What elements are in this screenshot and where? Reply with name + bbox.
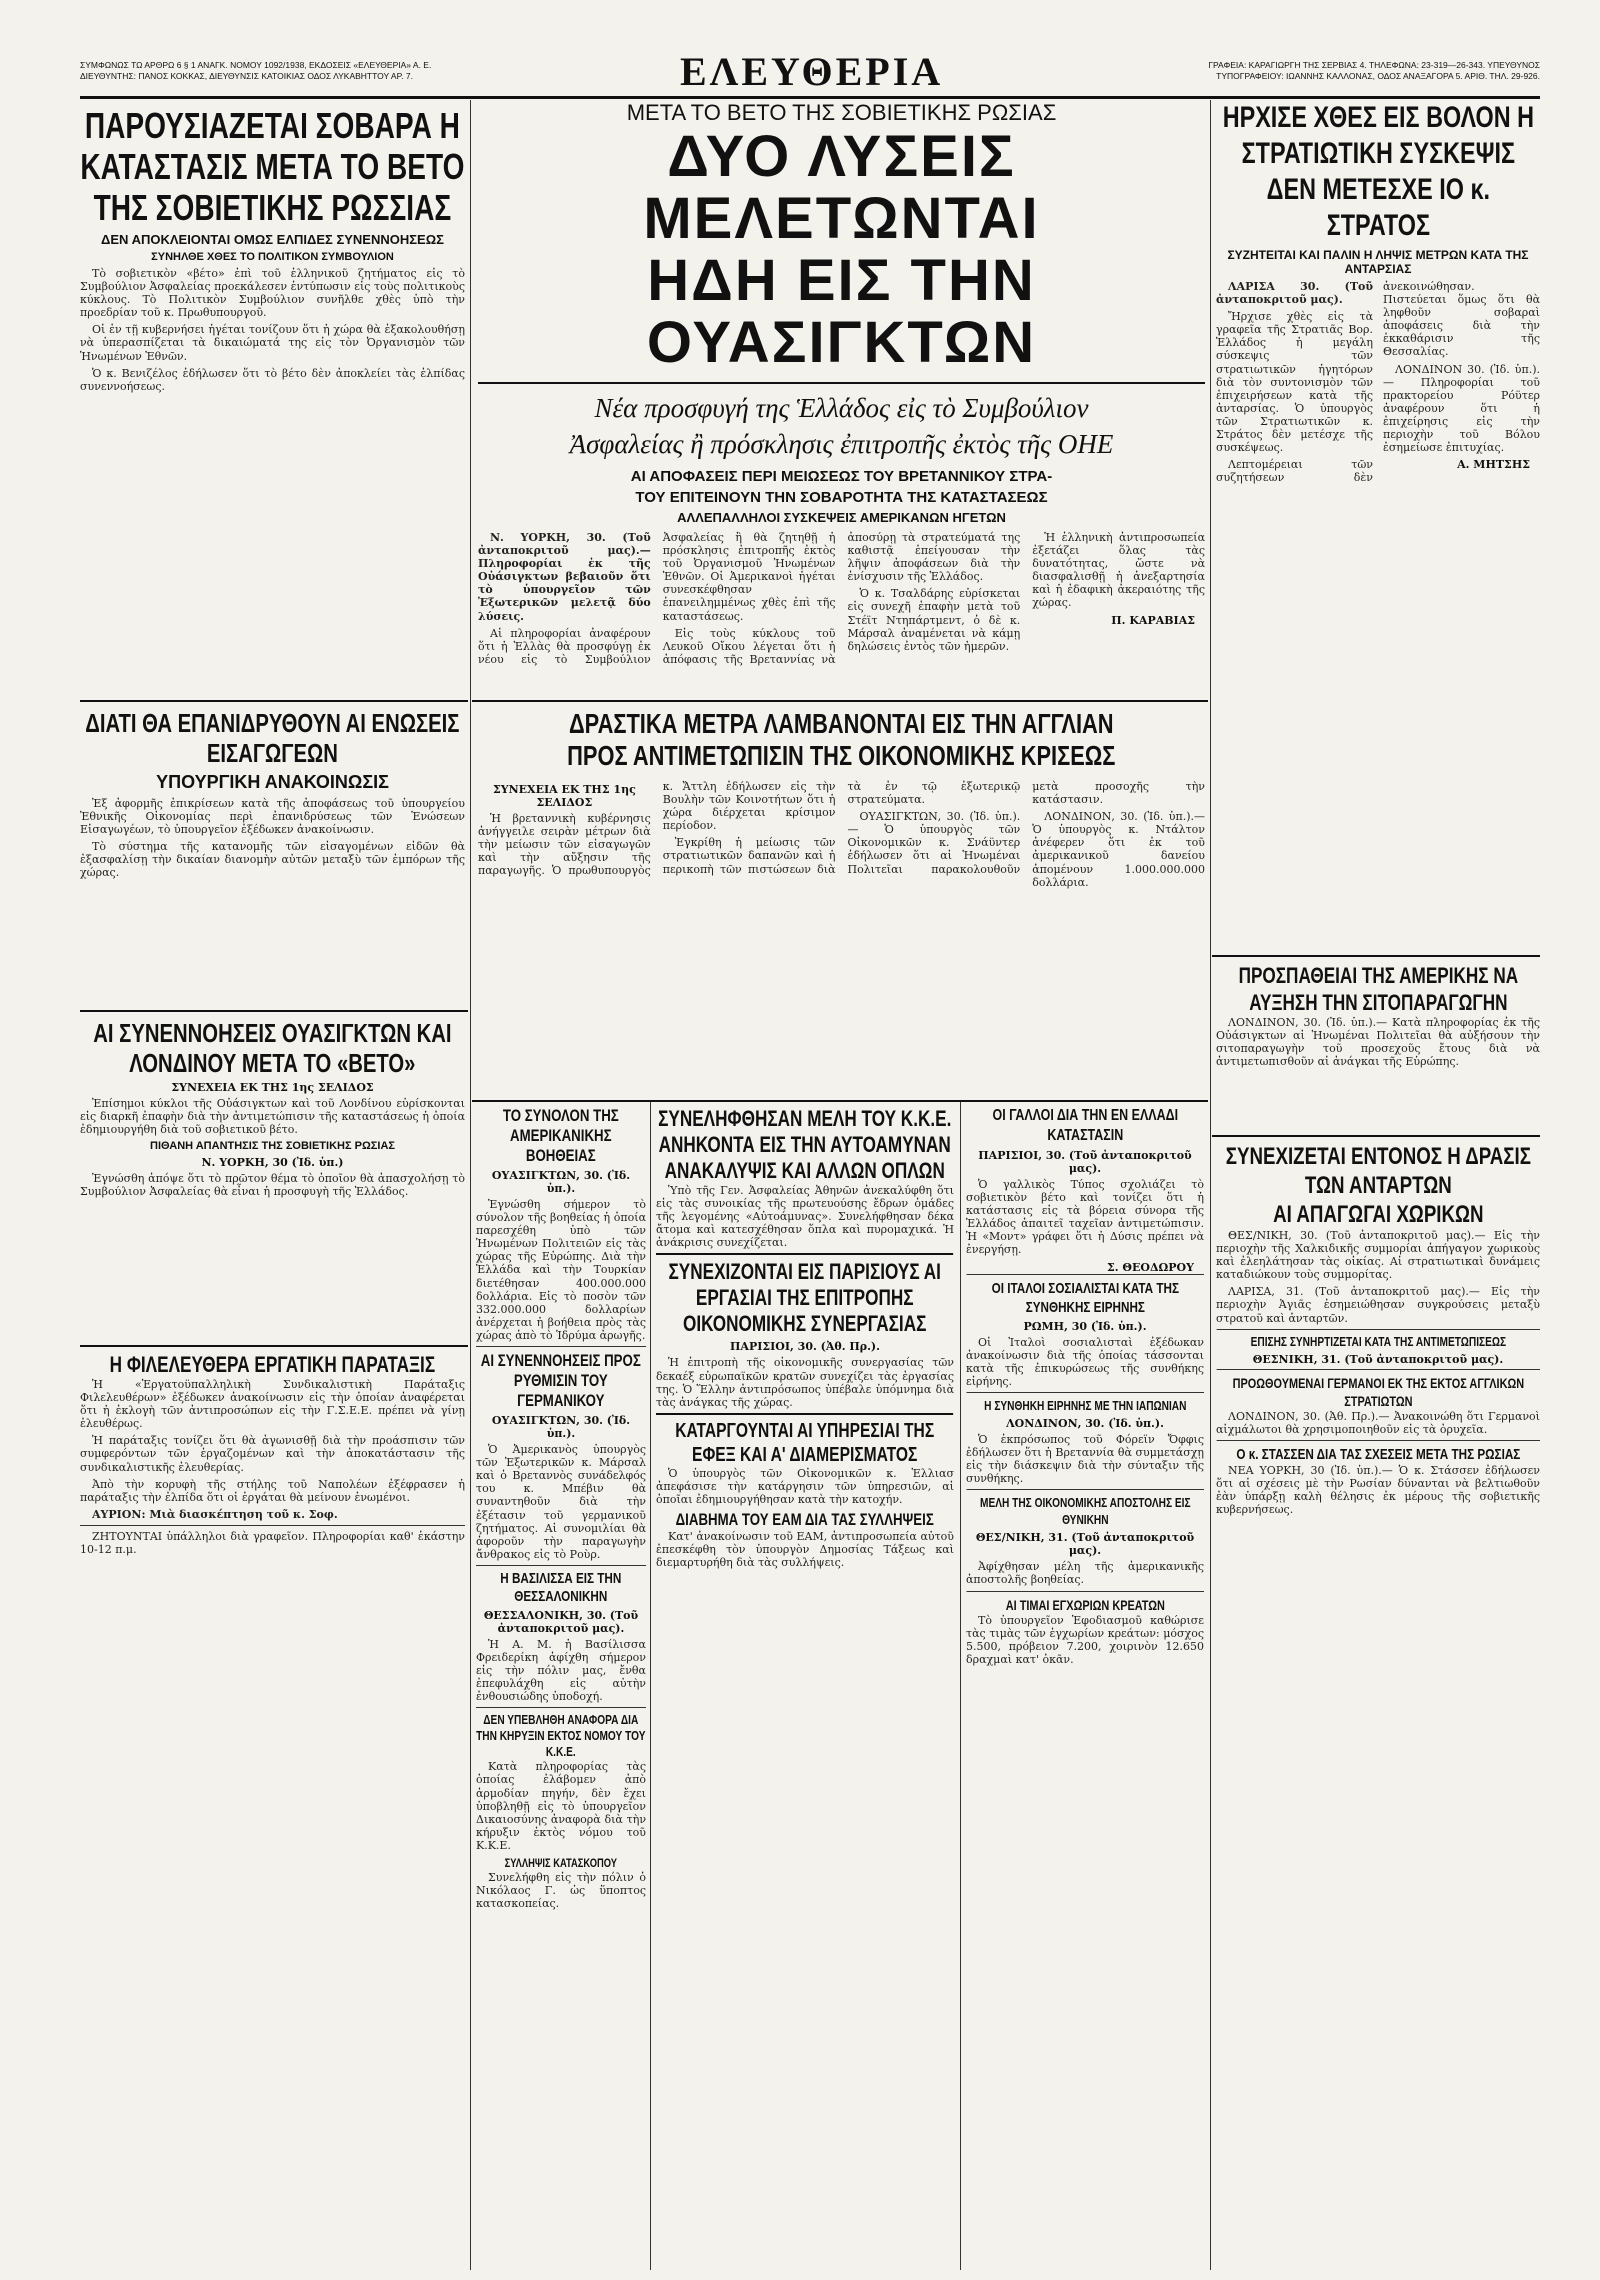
brief-paragraph: Ἐγνώσθη σήμερον τὸ σύνολον τῆς βοηθείας ἡ ὁποία παρεσχέθη ὑπὸ τῶν Ἡνωμένων Πολιτειῶν εἰς τὰς χώρας τῆς Εὐρώπης. Διὰ τὴν Ἑλλάδα καὶ τὴν Τουρκίαν διετέθησαν 400.000.000 δολλάρια. Εἰς τὸ ποσὸν τῶν 332.000.000 δολλαρίων ἀνέρχεται ἡ βοήθεια πρὸς τὰς χώρας ἀπὸ τὸ Ἱδρύμα ἀρωγῆς. xyxy=(476,1198,646,1342)
classified-notice: ΖΗΤΟΥΝΤΑΙ ὑπάλληλοι διὰ γραφεῖον. Πληροφορίαι καθ' ἑκάστην 10-12 π.μ. xyxy=(80,1525,465,1556)
article-left-bottom xyxy=(80,1352,465,2270)
article-paragraph: Οἱ ἐν τῇ κυβερνήσει ἡγέται τονίζουν ὅτι ἡ χώρα θὰ ἐξακολουθήσῃ νὰ ὑπερασπίζεται τὰ δικαιώματά της εἰς τὸν Ὀργανισμὸν τῶν Ἡνωμένων Ἐθνῶν. xyxy=(80,323,465,363)
article-paragraph: ΘΕΣ/ΝΙΚΗ, 30. (Τοῦ ἀνταποκριτοῦ μας).— Εἰς τὴν περιοχὴν τῆς Χαλκιδικῆς συμμορίαι ἀπήγαγον χωρικοὺς καὶ ἐλεηλάτησαν τὰς οἰκίας. Αἱ στρατιωτικαὶ δυνάμεις καταδιώκουν τοὺς συμμορίτας. xyxy=(1216,1229,1540,1282)
brief-paragraph: Ὁ ἐκπρόσωπος τοῦ Φόρεϊν Ὄφφις ἐδήλωσεν ὅτι ἡ Βρεταννία θὰ συμμετάσχῃ εἰς τὴν διάσκεψιν διὰ τὴν σύνταξιν τῆς συνθήκης. xyxy=(966,1432,1204,1486)
brief-headline: ΑΙ ΤΙΜΑΙ ΕΓΧΩΡΙΩΝ ΚΡΕΑΤΩΝ xyxy=(966,1591,1204,1614)
continued-note: ΣΥΝΕΧΕΙΑ ΕΚ ΤΗΣ 1ης ΣΕΛΙΔΟΣ xyxy=(171,1081,374,1094)
imprint-line: ΔΙΕΥΘΥΝΤΗΣ: ΠΑΝΟΣ ΚΟΚΚΑΣ, ΔΙΕΥΘΥΝΣΙΣ ΚΑΤΟΙΚΙΑΣ ΟΔΟΣ ΛΥΚΑΒΗΤΤΟΥ ΑΡ. 7. xyxy=(80,71,413,81)
article-paragraph: Ἡ παράταξις τονίζει ὅτι θὰ ἀγωνισθῇ διὰ τὴν προάσπισιν τῶν συμφερόντων τῶν ἐργαζομένων καὶ τὴν ἀποκατάστασιν τῆς συνδικαλιστικῆς ἐλευθερίας. xyxy=(80,1434,465,1474)
article-subheadline: ΑΙ ΑΠΑΓΩΓΑΙ ΧΩΡΙΚΩΝ xyxy=(1272,1201,1484,1228)
dateline: ΡΩΜΗ, 30 (Ἰδ. ὑπ.). xyxy=(1023,1319,1147,1333)
continued-note: ΣΥΝΕΧΕΙΑ ΕΚ ΤΗΣ 1ης ΣΕΛΙΔΟΣ xyxy=(492,783,636,809)
article-headline: ΠΡΟΣ ΑΝΤΙΜΕΤΩΠΙΣΙΝ ΤΗΣ ΟΙΚΟΝΟΜΙΚΗΣ ΚΡΙΣΕΩΣ xyxy=(567,740,1116,771)
article-headline: ΔΕΝ ΜΕΤΕΣΧΕ ΙΟ κ. ΣΤΡΑΤΟΣ xyxy=(1266,173,1490,242)
masthead xyxy=(80,49,1540,99)
article-paragraph: ΛΟΝΔΙΝΟΝ, 30. (Ἰδ. ὑπ.).— Κατὰ πληροφορίας ἐκ τῆς Οὐάσιγκτων αἱ Ἡνωμέναι Πολιτεῖαι θὰ αὐξήσουν τὴν σιτοπαραγωγὴν τοῦ προσεχοῦς ἔτους διὰ νὰ ἀντιμετωπισθοῦν αἱ ἀνάγκαι τῆς Εὐρώπης. xyxy=(1216,1016,1540,1069)
dateline: ΛΟΝΔΙΝΟΝ, 30. (Ἰδ. ὑπ.). xyxy=(1006,1416,1164,1430)
brief-headline: ΑΙ ΣΥΝΕΝΝΟΗΣΕΙΣ ΠΡΟΣ ΡΥΘΜΙΣΙΝ ΤΟΥ ΓΕΡΜΑΝΙΚΟΥ xyxy=(476,1346,646,1411)
brief-paragraph: Οἱ Ἰταλοὶ σοσιαλισταὶ ἐξέδωκαν ἀνακοίνωσιν διὰ τῆς ὁποίας τάσσονται κατὰ τῆς ἐπικυρώσεως τῆς συνθήκης εἰρήνης. xyxy=(966,1335,1204,1388)
section-rule xyxy=(472,1100,1208,1102)
brief-headline: ΕΠΙΣΗΣ ΣΥΝΗΡΤΙΖΕΤΑΙ ΚΑΤΑ ΤΗΣ ΑΝΤΙΜΕΤΩΠΙΣΕΩΣ xyxy=(1216,1329,1539,1350)
headline-divider xyxy=(478,382,1205,462)
article-headline: ΔΥΟ ΛΥΣΕΙΣ ΜΕΛΕΤΩΝΤΑΙ xyxy=(643,124,1040,251)
article-right-grain xyxy=(1216,962,1540,1130)
article-headline: ΗΔΗ ΕΙΣ ΤΗΝ ΟΥΑΣΙΓΚΤΩΝ xyxy=(646,248,1037,375)
brief-paragraph: Ἡ Α. Μ. ἡ Βασίλισσα Φρειδερίκη ἀφίχθη σήμερον εἰς τὴν πόλιν μας, ἔνθα ἐπεφυλάχθη εἰς αὐτὴν ἐνθουσιώδης ὑποδοχή. xyxy=(476,1637,646,1704)
article-paragraph: Ἤρχισε χθὲς εἰς τὰ γραφεῖα τῆς Στρατιᾶς Βορ. Ἑλλάδος ἡ μεγάλη σύσκεψις τῶν στρατιωτικῶν ἡγητόρων διὰ τὸν συντονισμὸν τῶν ἐπιχειρήσεων κατὰ τῆς ἀνταρσίας. Ὁ ὑπουργὸς τῶν Στρατιωτικῶν κ. Στράτος δὲν μετέσχε τῆς συσκέψεως. xyxy=(1216,310,1373,455)
article-paragraph: Εἰς τοὺς κύκλους τοῦ Λευκοῦ Οἴκου λέγεται ὅτι ἡ ἀπόφασις τῆς Βρεταννίας νὰ ἀποσύρῃ τὰ στρατεύματά της καθιστᾷ ἐπείγουσαν τὴν λῆψιν ἀποφάσεων διὰ τὴν ἐνίσχυσιν τῆς Ἑλλάδος. xyxy=(662,531,1021,666)
article-body-columns xyxy=(1216,280,1540,484)
article-right-top xyxy=(1216,100,1540,950)
article-paragraph: Κατ' ἀνακοίνωσιν τοῦ ΕΑΜ, ἀντιπροσωπεία αὐτοῦ ἐπεσκέφθη τὸν ὑπουργὸν Δημοσίας Τάξεως καὶ διεμαρτυρήθη διὰ τὰς συλλήψεις. xyxy=(656,1530,954,1570)
article-paragraph: Ὁ κ. Βενιζέλος ἐδήλωσεν ὅτι τὸ βέτο δὲν ἀποκλείει τὰς ἐλπίδας συνεννοήσεως. xyxy=(80,366,465,393)
brief-paragraph: ΝΕΑ ΥΟΡΚΗ, 30 (Ἰδ. ὑπ.).— Ὁ κ. Στάσσεν ἐδήλωσεν ὅτι αἱ σχέσεις μὲ τὴν Ρωσίαν δύνανται νὰ βελτιωθοῦν ἐὰν ὑπάρξῃ καλὴ θέλησις ἐκ μέρους τῆς σοβιετικῆς κυβερνήσεως. xyxy=(1216,1463,1540,1517)
imprint-line: ΓΡΑΦΕΙΑ: ΚΑΡΑΓΙΩΡΓΗ ΤΗΣ ΣΕΡΒΙΑΣ 4. ΤΗΛΕΦΩΝΑ: 23-319—26-343. ΥΠΕΥΘΥΝΟΣ xyxy=(1208,60,1540,70)
brief-headline: ΔΕΝ ΥΠΕΒΛΗΘΗ ΑΝΑΦΟΡΑ ΔΙΑ ΤΗΝ ΚΗΡΥΞΙΝ ΕΚΤΟΣ ΝΟΜΟΥ ΤΟΥ Κ.Κ.Ε. xyxy=(476,1707,646,1760)
article-headline: ΔΡΑΣΤΙΚΑ ΜΕΤΡΑ ΛΑΜΒΑΝΟΝΤΑΙ ΕΙΣ ΤΗΝ ΑΓΓΛΙΑΝ xyxy=(569,708,1114,739)
article-left-low xyxy=(80,1018,465,1340)
column-rule xyxy=(650,1100,651,2270)
brief-headline: Η ΣΥΝΘΗΚΗ ΕΙΡΗΝΗΣ ΜΕ ΤΗΝ ΙΑΠΩΝΙΑΝ xyxy=(966,1392,1204,1414)
article-subheadline: ΑΛΛΕΠΑΛΛΗΛΟΙ ΣΥΣΚΕΨΕΙΣ ΑΜΕΡΙΚΑΝΩΝ ΗΓΕΤΩΝ xyxy=(677,510,1006,525)
article-footer: ΑΥΡΙΟΝ: Μιὰ διασκέπτηση τοῦ κ. Σοφ. xyxy=(92,1507,338,1521)
article-subheadline: Νέα προσφυγή της Ἑλλάδος εἰς τὸ Συμβούλιον xyxy=(594,393,1089,423)
article-left-mid xyxy=(80,708,465,1006)
article-headline: ΚΑΤΑΡΓΟΥΝΤΑΙ ΑΙ ΥΠΗΡΕΣΙΑΙ ΤΗΣ ΕΦΕΞ ΚΑΙ Α' ΔΙΑΜΕΡΙΣΜΑΤΟΣ xyxy=(656,1413,954,1467)
dateline: ΟΥΑΣΙΓΚΤΩΝ, 30. (Ἰδ. ὑπ.). xyxy=(491,1414,631,1441)
article-subheadline: ΑΝΑΚΑΛΥΨΙΣ ΚΑΙ ΑΛΛΩΝ ΟΠΛΩΝ xyxy=(664,1158,946,1183)
article-subheadline: ΑΙ ΑΠΟΦΑΣΕΙΣ ΠΕΡΙ ΜΕΙΩΣΕΩΣ ΤΟΥ ΒΡΕΤΑΝΝΙΚΟΥ ΣΤΡΑ- xyxy=(630,468,1053,485)
column-mid-briefs xyxy=(476,1106,646,2270)
dateline: Ν. ΥΟΡΚΗ, 30. (Τοῦ ἀνταποκριτοῦ μας).— Πληροφορίαι ἐκ τῆς Οὐάσιγκτων βεβαιοῦν ὅτι τὸ ὑπουργεῖον τῶν Ἐξωτερικῶν μελετᾷ δύο λύσεις. xyxy=(478,531,651,623)
brief-headline: ΜΕΛΗ ΤΗΣ ΟΙΚΟΝΟΜΙΚΗΣ ΑΠΟΣΤΟΛΗΣ ΕΙΣ ΘΥΝΙΚΗΝ xyxy=(966,1489,1204,1528)
article-signature: Π. ΚΑΡΑΒΙΑΣ xyxy=(1111,613,1195,627)
masthead-left-imprint xyxy=(80,60,680,82)
article-paragraph: Τὸ σύστημα τῆς κατανομῆς τῶν εἰσαγομένων εἰδῶν θὰ ἐξασφαλίσῃ τὴν δικαίαν διανομὴν αὐτῶν μεταξὺ τῶν ἐμπόρων τῆς χώρας. xyxy=(80,840,465,880)
brief-headline: ΟΙ ΓΑΛΛΟΙ ΔΙΑ ΤΗΝ ΕΝ ΕΛΛΑΔΙ ΚΑΤΑΣΤΑΣΙΝ xyxy=(992,1107,1178,1144)
article-paragraph: ΛΟΝΔΙΝΟΝ 30. (Ἰδ. ὑπ.).— Πληροφορίαι τοῦ πρακτορείου Ρόϋτερ ἀναφέρουν ὅτι ἡ ἐπιχείρησις εἰς τὴν περιοχὴν τοῦ Βόλου ἐσημείωσε ἐπιτυχίας. xyxy=(1383,362,1540,455)
brief-headline: ΣΥΛΛΗΨΙΣ ΚΑΤΑΣΚΟΠΟΥ xyxy=(504,1856,618,1870)
article-subheadline: Ἀσφαλείας ἢ πρόσκλησις ἐπιτροπῆς ἐκτὸς τῆς ΟΗΕ xyxy=(569,429,1114,459)
article-paragraph: Λεπτομέρειαι τῶν συζητήσεων δὲν ἀνεκοινώθησαν. Πιστεύεται ὅμως ὅτι θὰ ληφθοῦν σοβαραὶ ἀποφάσεις διὰ τὴν ἐκκαθάρισιν τῆς Θεσσαλίας. xyxy=(1216,280,1540,485)
article-paragraph: Ἡ «Ἐργατοϋπαλληλικὴ Συνδικαλιστικὴ Παράταξις Φιλελευθέρων» ἐξέδωκεν ἀνακοίνωσιν εἰς τὴν ὁποίαν ἀναφέρεται ὅτι ἡ ἐκλογὴ τῶν ἀντιπροσώπων εἰς τὴν Γ.Σ.Ε.Ε. πρέπει νὰ γίνῃ ἐλευθέρως. xyxy=(80,1378,465,1431)
article-headline: ΗΡΧΙΣΕ ΧΘΕΣ ΕΙΣ ΒΟΛΟΝ Η ΣΤΡΑΤΙΩΤΙΚΗ ΣΥΣΚΕΨΙΣ xyxy=(1222,101,1534,170)
dateline: ΘΕΣ/ΝΙΚΗ, 31. (Τοῦ ἀνταποκριτοῦ μας). xyxy=(975,1531,1195,1558)
article-headline: ΠΡΟΣΠΑΘΕΙΑΙ ΤΗΣ ΑΜΕΡΙΚΗΣ ΝΑ ΑΥΞΗΣΗ ΤΗΝ ΣΙΤΟΠΑΡΑΓΩΓΗΝ xyxy=(1238,963,1518,1015)
section-rule xyxy=(472,700,1208,702)
article-paragraph: Ἡ ἐπιτροπὴ τῆς οἰκονομικῆς συνεργασίας τῶν δεκαέξ εὐρωπαϊκῶν κρατῶν συνεχίζει τὰς ἐργασίας της. Ὁ Ἕλλην ἀντιπρόσωπος ὑπέβαλε ὑπόμνημα διὰ τὰς ἀνάγκας τῆς χώρας. xyxy=(656,1356,954,1409)
article-paragraph: Ἐγκρίθη ἡ μείωσις τῶν στρατιωτικῶν δαπανῶν καὶ ἡ περικοπὴ τῶν πιστώσεων διὰ τὰ ἐν τῷ ἐξωτερικῷ στρατεύματα. xyxy=(662,780,1021,876)
article-headline: ΔΙΑΤΙ ΘΑ ΕΠΑΝΙΔΡΥΘΟΥΝ ΑΙ ΕΝΩΣΕΙΣ ΕΙΣΑΓΩΓΕΩΝ xyxy=(85,708,460,768)
dateline: ΛΑΡΙΣΑ 30. (Τοῦ ἀνταποκριτοῦ μας). xyxy=(1216,280,1373,307)
article-headline: ΠΑΡΟΥΣΙΑΖΕΤΑΙ ΣΟΒΑΡΑ Η ΚΑΤΑΣΤΑΣΙΣ ΜΕΤΑ ΤΟ ΒΕΤΟ ΤΗΣ ΣΟΒΙΕΤΙΚΗΣ ΡΩΣΣΙΑΣ xyxy=(80,105,465,228)
article-headline: ΣΥΝΕΧΙΖΟΝΤΑΙ ΕΙΣ ΠΑΡΙΣΙΟΥΣ ΑΙ ΕΡΓΑΣΙΑΙ ΤΗΣ ΕΠΙΤΡΟΠΗΣ ΟΙΚΟΝΟΜΙΚΗΣ ΣΥΝΕΡΓΑΣΙΑΣ xyxy=(656,1253,954,1337)
article-body-columns xyxy=(478,780,1205,889)
article-paragraph: ΛΟΝΔΙΝΟΝ, 30. (Ἰδ. ὑπ.).— Ὁ ὑπουργὸς κ. Ντάλτον ἀνέφερεν ὅτι ἐκ τοῦ ἀμερικανικοῦ δανείου ἀπομένουν 1.000.000.000 δολλάρια. xyxy=(1032,810,1205,889)
article-paragraph: Ἐγνώσθη ἀπόψε ὅτι τὸ πρῶτον θέμα τὸ ὁποῖον θὰ ἀπασχολήσῃ τὸ Συμβούλιον Ἀσφαλείας θὰ εἶναι ἡ προσφυγὴ τῆς Ἑλλάδος. xyxy=(80,1172,465,1199)
brief-headline: Η ΒΑΣΙΛΙΣΣΑ ΕΙΣ ΤΗΝ ΘΕΣΣΑΛΟΝΙΚΗΝ xyxy=(476,1565,646,1606)
article-subheadline: ΥΠΟΥΡΓΙΚΗ ΑΝΑΚΟΙΝΩΣΙΣ xyxy=(156,772,389,792)
article-signature: Α. ΜΗΤΣΗΣ xyxy=(1457,458,1530,472)
section-rule xyxy=(80,700,468,702)
article-headline: ΣΥΝΕΧΙΖΕΤΑΙ ΕΝΤΟΝΟΣ Η ΔΡΑΣΙΣ ΤΩΝ ΑΝΤΑΡΤΩΝ xyxy=(1225,1143,1531,1199)
column-rule xyxy=(1210,100,1211,2270)
column-rule xyxy=(960,1100,961,2270)
imprint-line: ΣΥΜΦΩΝΩΣ ΤΩ ΑΡΘΡΩ 6 § 1 ΑΝΑΓΚ. ΝΟΜΟΥ 1092/1938, ΕΚΔΟΣΕΙΣ «ΕΛΕΥΘΕΡΙΑ» Α. Ε. xyxy=(80,60,432,70)
brief-paragraph: Ὁ Ἀμερικανὸς ὑπουργὸς τῶν Ἐξωτερικῶν κ. Μάρσαλ καὶ ὁ Βρεταννὸς συνάδελφός του κ. Μπέβιν θὰ συναντηθοῦν διὰ τὴν ἐξέτασιν τοῦ γερμανικοῦ ζητήματος. Αἱ συνομιλίαι θὰ ἀφοροῦν τὴν παραγωγὴν ἄνθρακος εἰς τὸ Ροὺρ. xyxy=(476,1443,646,1561)
article-center-lead xyxy=(478,100,1205,695)
brief-paragraph: Τὸ ὑπουργεῖον Ἐφοδιασμοῦ καθώρισε τὰς τιμὰς τῶν ἐγχωρίων κρεάτων: μόσχος 5.500, πρόβειον 7.200, χοιρινὸν 12.650 δραχμαὶ κατ' ὀκᾶν. xyxy=(966,1613,1204,1666)
article-headline: Η ΦΙΛΕΛΕΥΘΕΡΑ ΕΡΓΑΤΙΚΗ ΠΑΡΑΤΑΞΙΣ xyxy=(109,1352,436,1377)
newspaper-title: ΕΛΕΥΘΕΡΙΑ xyxy=(680,49,944,94)
brief-headline: ΠΡΟΩΘΟΥΜΕΝΑΙ ΓΕΡΜΑΝΟΙ ΕΚ ΤΗΣ ΕΚΤΟΣ ΑΓΓΛΙΚΩΝ ΣΤΡΑΤΙΩΤΩΝ xyxy=(1216,1369,1539,1410)
section-rule xyxy=(80,1345,468,1347)
brief-headline: ΤΟ ΣΥΝΟΛΟΝ ΤΗΣ ΑΜΕΡΙΚΑΝΙΚΗΣ ΒΟΗΘΕΙΑΣ xyxy=(503,1106,619,1165)
dateline: ΘΕΣΣΑΛΟΝΙΚΗ, 30. (Τοῦ ἀνταποκριτοῦ μας). xyxy=(483,1608,639,1635)
imprint-line: ΤΥΠΟΓΡΑΦΕΙΟΥ: ΙΩΑΝΝΗΣ ΚΑΛΛΟΝΑΣ, ΟΔΟΣ ΑΝΑΞΑΓΟΡΑ 5. ΑΡΙΘ. ΤΗΛ. 29-926. xyxy=(1216,71,1540,81)
article-paragraph: ΟΥΑΣΙΓΚΤΩΝ, 30. (Ἰδ. ὑπ.).— Ὁ ὑπουργὸς τῶν Οἰκονομικῶν κ. Σνάϋντερ ἐδήλωσεν ὅτι αἱ Ἡνωμέναι Πολιτεῖαι παρακολουθοῦν μετὰ προσοχῆς τὴν κατάστασιν. xyxy=(847,780,1205,876)
article-economic-crisis xyxy=(478,708,1205,1096)
section-rule xyxy=(1212,1135,1540,1137)
brief-paragraph: Ἀφίχθησαν μέλη τῆς ἀμερικανικῆς ἀποστολῆς βοηθείας. xyxy=(966,1560,1204,1587)
article-paragraph: Ἡ βρεταννικὴ κυβέρνησις ἀνήγγειλε σειρὰν μέτρων διὰ τὴν μείωσιν τῶν εἰσαγωγῶν καὶ τὴν αὔξησιν τῆς παραγωγῆς. Ὁ πρωθυπουργὸς κ. Ἄττλη ἐδήλωσεν εἰς τὴν Βουλὴν τῶν Κοινοτήτων ὅτι ἡ χώρα διέρχεται κρίσιμον περίοδον. xyxy=(478,780,836,878)
article-right-rebels xyxy=(1216,1142,1540,2270)
brief-paragraph: ΛΟΝΔΙΝΟΝ, 30. (Ἀθ. Πρ.).— Ἀνακοινώθη ὅτι Γερμανοὶ αἰχμάλωτοι θὰ χρησιμοποιηθοῦν εἰς τὰ ὀρυχεῖα. xyxy=(1216,1409,1540,1436)
article-subheadline: ΤΟΥ ΕΠΙΤΕΙΝΟΥΝ ΤΗΝ ΣΟΒΑΡΟΤΗΤΑ ΤΗΣ ΚΑΤΑΣΤΑΣΕΩΣ xyxy=(635,489,1048,506)
dateline: ΘΕΣΝΙΚΗ, 31. (Τοῦ ἀνταποκριτοῦ μας). xyxy=(1252,1352,1504,1366)
article-paragraph: Ὑπὸ τῆς Γεν. Ἀσφαλείας Ἀθηνῶν ἀνεκαλύφθη ὅτι εἰς τὰς συνοικίας τῆς πρωτευούσης ἔδρων ὁμάδες τῆς λεγομένης «Αὐτοάμυνας». Συνελήφθησαν δέκα ἄτομα καὶ κατεσχέθησαν ὅπλα καὶ πυρομαχικά. Ἡ ἀνάκρισις συνεχίζεται. xyxy=(656,1184,954,1250)
article-subheadline: ΔΕΝ ΑΠΟΚΛΕΙΟΝΤΑΙ ΟΜΩΣ ΕΛΠΙΔΕΣ ΣΥΝΕΝΝΟΗΣΕΩΣ xyxy=(101,232,444,247)
article-signature: Σ. ΘΕΟΔΩΡΟΥ xyxy=(1106,1260,1194,1274)
column-center-articles xyxy=(656,1106,954,2270)
article-paragraph: Ἐπίσημοι κύκλοι τῆς Οὐάσιγκτων καὶ τοῦ Λονδίνου εὑρίσκονται εἰς διαρκῆ ἐπαφὴν διὰ τὴν ἀντιμετώπισιν τῆς καταστάσεως ἡ ὁποία ἐδημιουργήθη διὰ τοῦ σοβιετικοῦ βέτο. xyxy=(80,1097,465,1137)
article-paragraph: Αἱ πληροφορίαι ἀναφέρουν ὅτι ἡ Ἑλλὰς θὰ προσφύγῃ ἐκ νέου εἰς τὸ Συμβούλιον Ἀσφαλείας ἢ θὰ ζητηθῇ ἡ πρόσκλησις ἐπιτροπῆς ἐκτὸς τοῦ Ὀργανισμοῦ Ἡνωμένων Ἐθνῶν. Οἱ Ἀμερικανοὶ ἡγέται συνεσκέφθησαν ἐπανειλημμένως χθὲς ἐπὶ τῆς καταστάσεως. xyxy=(478,531,836,666)
section-rule xyxy=(80,1010,468,1012)
brief-paragraph: Ὁ γαλλικὸς Τύπος σχολιάζει τὸ σοβιετικὸν βέτο καὶ τονίζει ὅτι ἡ κατάστασις εἰς τὰ βόρεια σύνορα τῆς Ἑλλάδος ἀπαιτεῖ ταχεῖαν ἀντιμετώπισιν. Ἡ «Μοντ» γράφει ὅτι ἡ Δύσις πρέπει νὰ ἐνεργήσῃ. xyxy=(966,1178,1204,1257)
section-rule xyxy=(1212,955,1540,957)
dateline: ΠΑΡΙΣΙΟΙ, 30. (Ἀθ. Πρ.). xyxy=(730,1340,880,1354)
article-paragraph: Ὁ ὑπουργὸς τῶν Οἰκονομικῶν κ. Ἑλλιασ ἀπεφάσισε τὴν κατάργησιν τῶν ὑπηρεσιῶν, αἱ ὁποῖαι ἐδημιουργήθησαν κατὰ τὴν κατοχήν. xyxy=(656,1466,954,1507)
article-paragraph: Ἐξ ἀφορμῆς ἐπικρίσεων κατὰ τῆς ἀποφάσεως τοῦ ὑπουργείου Ἐθνικῆς Οἰκονομίας περὶ ἐπανιδρύσεως τῶν Ἑνώσεων Εἰσαγωγέων, τὸ ὑπουργεῖον ἐξέδωκεν ἀνακοίνωσιν. xyxy=(80,797,465,837)
brief-paragraph: Συνελήφθη εἰς τὴν πόλιν ὁ Νικόλαος Γ. ὡς ὕποπτος κατασκοπείας. xyxy=(476,1871,646,1911)
article-subheadline: ΠΙΘΑΝΗ ΑΠΑΝΤΗΣΙΣ ΤΗΣ ΣΟΒΙΕΤΙΚΗΣ ΡΩΣΙΑΣ xyxy=(150,1140,395,1153)
dateline: Ν. ΥΟΡΚΗ, 30 (Ἰδ. ὑπ.) xyxy=(201,1156,344,1170)
article-paragraph: Τὸ σοβιετικὸν «βέτο» ἐπὶ τοῦ ἑλληνικοῦ ζητήματος εἰς τὸ Συμβούλιον Ἀσφαλείας προεκάλεσεν ἐντύπωσιν εἰς τοὺς πολιτικοὺς κύκλους. Τὸ Πολιτικὸν Συμβούλιον συνῆλθε χθὲς ὑπὸ τὴν προεδρίαν τοῦ κ. Πρωθυπουργοῦ. xyxy=(80,267,465,320)
article-paragraph: Ὁ κ. Τσαλδάρης εὑρίσκεται εἰς συνεχῆ ἐπαφὴν μετὰ τοῦ Στέϊτ Ντηπάρτμεντ, ὁ δὲ κ. Μάρσαλ ἀναμένεται νὰ κάμῃ δηλώσεις ἐντὸς τῶν ἡμερῶν. xyxy=(847,587,1021,653)
article-body-columns xyxy=(478,531,1205,666)
article-kicker: ΜΕΤΑ ΤΟ ΒΕΤΟ ΤΗΣ ΣΟΒΙΕΤΙΚΗΣ ΡΩΣΙΑΣ xyxy=(626,100,1057,125)
article-subheadline: ΣΥΖΗΤΕΙΤΑΙ ΚΑΙ ΠΑΛΙΝ Η ΛΗΨΙΣ ΜΕΤΡΩΝ ΚΑΤΑ ΤΗΣ ΑΝΤΑΡΣΙΑΣ xyxy=(1227,248,1529,276)
article-headline: ΑΙ ΣΥΝΕΝΝΟΗΣΕΙΣ ΟΥΑΣΙΓΚΤΩΝ ΚΑΙ ΛΟΝΔΙΝΟΥ ΜΕΤΑ ΤΟ «ΒΕΤΟ» xyxy=(93,1018,452,1078)
column-small-briefs xyxy=(966,1106,1204,2270)
brief-paragraph: Κατὰ πληροφορίας τὰς ὁποίας ἐλάβομεν ἀπὸ ἁρμοδίαν πηγήν, δὲν ἔχει ὑποβληθῇ εἰς τὸ ὑπουργεῖον Δικαιοσύνης ἀναφορὰ διὰ τὴν κήρυξιν ἐκτὸς νόμου τοῦ Κ.Κ.Ε. xyxy=(476,1760,646,1852)
article-left-top xyxy=(80,105,465,695)
article-paragraph: Ἀπὸ τὴν κορυφὴ τῆς στήλης τοῦ Ναπολέων ἐξέφρασεν ἡ παράταξις τὴν ἐλπίδα ὅτι οἱ ἐργάται θὰ μείνουν ἑνωμένοι. xyxy=(80,1477,465,1504)
dateline: ΟΥΑΣΙΓΚΤΩΝ, 30. (Ἰδ. ὑπ.). xyxy=(491,1169,631,1195)
article-headline: ΔΙΑΒΗΜΑ ΤΟΥ ΕΑΜ ΔΙΑ ΤΑΣ ΣΥΛΛΗΨΕΙΣ xyxy=(675,1510,935,1530)
dateline: ΠΑΡΙΣΙΟΙ, 30. (Τοῦ ἀνταποκριτοῦ μας). xyxy=(978,1149,1192,1175)
column-rule xyxy=(470,100,471,2270)
masthead-right-imprint xyxy=(940,60,1540,82)
brief-headline: ΟΙ ΙΤΑΛΟΙ ΣΟΣΙΑΛΙΣΤΑΙ ΚΑΤΑ ΤΗΣ ΣΥΝΘΗΚΗΣ ΕΙΡΗΝΗΣ xyxy=(966,1274,1204,1317)
article-headline: ΣΥΝΕΛΗΦΘΗΣΑΝ ΜΕΛΗ ΤΟΥ Κ.Κ.Ε. ΑΝΗΚΟΝΤΑ ΕΙΣ ΤΗΝ ΑΥΤΟΑΜΥΝΑΝ xyxy=(658,1106,952,1157)
article-paragraph: ΛΑΡΙΣΑ, 31. (Τοῦ ἀνταποκριτοῦ μας).— Εἰς τὴν περιοχὴν Ἀγιᾶς ἐσημειώθησαν συγκρούσεις μεταξὺ στρατοῦ καὶ ἀνταρτῶν. xyxy=(1216,1285,1540,1325)
article-subheadline: ΣΥΝΗΛΘΕ ΧΘΕΣ ΤΟ ΠΟΛΙΤΙΚΟΝ ΣΥΜΒΟΥΛΙΟΝ xyxy=(151,251,394,263)
brief-headline: Ο κ. ΣΤΑΣΣΕΝ ΔΙΑ ΤΑΣ ΣΧΕΣΕΙΣ ΜΕΤΑ ΤΗΣ ΡΩΣΙΑΣ xyxy=(1216,1440,1539,1464)
article-paragraph: Ἡ ἑλληνικὴ ἀντιπροσωπεία ἐξετάζει ὅλας τὰς δυνατότητας, ὥστε νὰ διασφαλισθῇ ἡ ἀνεξαρτησία καὶ ἡ ἐδαφικὴ ἀκεραιότης τῆς χώρας. xyxy=(1032,531,1205,610)
